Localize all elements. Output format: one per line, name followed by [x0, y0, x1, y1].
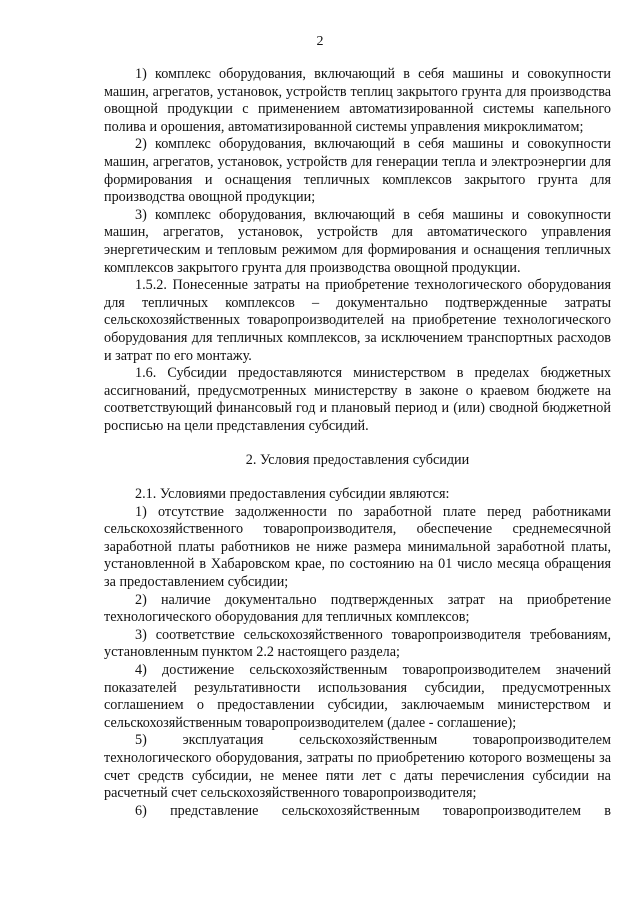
paragraph-2-1-item-2: 2) наличие документально подтвержденных затрат на приобретение технологического оборудования для тепличных комплексов; — [104, 591, 611, 626]
document-body — [104, 66, 611, 820]
paragraph-1-5-1-item-3: 3) комплекс оборудования, включающий в себя машины и совокупности машин, агрегатов, установок, устройств для автоматического управления энергетическим и тепловым режимом для формирования и оснащения тепличных комплексов закрытого грунта для производства овощной продукции. — [104, 206, 611, 276]
paragraph-2-1-item-6: 6) представление сельскохозяйственным товаропроизводителем в — [135, 802, 611, 819]
paragraph-2-1-item-5: 5) эксплуатация сельскохозяйственным товаропроизводителем технологического оборудования, затраты по приобретению которого возмещены за счет средств субсидии, не менее пяти лет с даты перечисления субсидии на расчетный счет сельскохозяйственного товаропроизводителя; — [104, 732, 611, 802]
section-heading: 2. Условия предоставления субсидии — [245, 452, 470, 469]
paragraph-1-5-1-item-2: 2) комплекс оборудования, включающий в себя машины и совокупности машин, агрегатов, установок, устройств для генерации тепла и электроэнергии для формирования и оснащения тепличных комплексов закрытого грунта для производства овощной продукции; — [104, 136, 611, 206]
page-number: 2 — [316, 34, 324, 49]
paragraph-2-1-item-4: 4) достижение сельскохозяйственным товаропроизводителем значений показателей результативности использования субсидии, предусмотренных соглашением о предоставлении субсидии, заключаемым министерством и сельскохозяйственным товаропроизводителем (далее - соглашение); — [104, 662, 611, 731]
paragraph-2-1-item-3: 3) соответствие сельскохозяйственного товаропроизводителя требованиям, установленным пунктом 2.2 настоящего раздела; — [104, 626, 611, 661]
paragraph-1-6: 1.6. Субсидии предоставляются министерством в пределах бюджетных ассигнований, предусмотренных министерству в законе о краевом бюджете на соответствующий финансовый год и плановый период и (или) сводной бюджетной росписью на цели представления субсидий. — [104, 365, 611, 434]
paragraph-2-1-item-1: 1) отсутствие задолженности по заработной плате перед работниками сельскохозяйственного товаропроизводителя, обеспечение среднемесячной заработной платы работников не ниже размера минимальной заработной платы, установленной в Хабаровском крае, по состоянию на 01 число месяца обращения за предоставлением субсидии; — [104, 503, 611, 591]
paragraph-1-5-2: 1.5.2. Понесенные затраты на приобретение технологического оборудования для тепличных комплексов – документально подтвержденные затраты сельскохозяйственных товаропроизводителей на приобретение технологического оборудования для тепличных комплексов, за исключением транспортных расходов и затрат по его монтажу. — [104, 277, 611, 364]
paragraph-2-1: 2.1. Условиями предоставления субсидии являются: — [135, 486, 450, 503]
paragraph-1-5-1-item-1: 1) комплекс оборудования, включающий в себя машины и совокупности машин, агрегатов, установок, устройств теплиц закрытого грунта для производства овощной продукции с применением автоматизированной системы капельного полива и орошения, автоматизированной системы управления микроклиматом; — [104, 66, 611, 135]
